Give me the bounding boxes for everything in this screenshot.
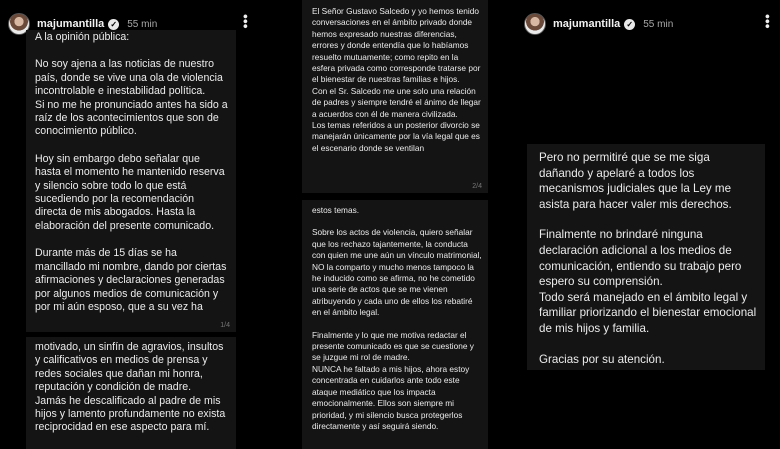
statement-paragraph: Si no me he pronunciado antes ha sido a raíz de los acontecimientos que son de conocimiento público. [35,98,228,138]
statement-paragraph: estos temas. [312,205,360,215]
statement-paragraph: Los temas referidos a un posterior divorcio se manejarán únicamente por la vía legal que es el escenario donde se ventilan [312,120,480,153]
paragraph-spacer [539,212,757,227]
statement-paragraph: Finalmente y lo que me motiva redactar el presente comunicado es que se cuestione y se juzgue mi rol de madre. [312,329,474,363]
verified-badge-icon: ✓ [108,19,119,30]
paragraph-spacer [312,319,482,330]
paragraph-spacer [539,337,757,352]
statement-paragraph: A la opinión pública: [35,31,130,43]
statement-card-5 [527,144,765,370]
statement-card-4 [302,200,488,449]
statement-paragraph: motivado, un sinfín de agravios, insultos y calificativos en medios de prensa y redes sociales que dañan mi honra, reputación y condición de madre. [35,341,224,394]
paragraph-spacer [312,216,482,227]
page-indicator: 2/4 [472,183,482,190]
statement-paragraph: Finalmente no brindaré ninguna declaración adicional a los medios de comunicación, entiendo su trabajo pero espero su comprensión. [539,228,742,289]
statement-paragraph: Jamás he descalificado al padre de mis hijos y lamento profundamente no exista reciprocidad en ese aspecto para mí. [35,394,226,434]
story-header [524,12,776,36]
statement-paragraph: NUNCA he faltado a mis hijos, ahora estoy concentrada en cuidarlos ante todo este ataque mediático que los impacta emocionalmente. Ellos son siempre mi prioridad, y mi silencio busca protegerlos directamente y así seguirá siendo. [312,363,470,431]
page-indicator: 1/4 [220,322,230,329]
more-options-icon[interactable]: ••• [238,14,254,29]
paragraph-spacer [35,139,228,153]
verified-badge-icon: ✓ [624,19,635,30]
username[interactable]: majumantilla [553,18,621,30]
paragraph-spacer [35,233,228,247]
statement-paragraph: Sobre los actos de violencia, quiero señalar que los rechazo tajantemente, la conducta con quien me une aún un vínculo matrimonial, NO la comparto y mucho menos tampoco la he inducido como se afirma, no he cometido una serie de actos que se me vienen atribuyendo y cada uno de ellos los rebatiré en el ámbito legal. [312,227,482,318]
statement-paragraph: Hoy sin embargo debo señalar que hasta el momento he mantenido reserva y silencio sobre todo lo que está sucediendo por la recomendación directa de mis abogados. Hasta la elaboración del presente comunicado. [35,152,225,232]
statement-paragraph: Gracias por su atención. [539,352,665,366]
statement-card-2 [26,337,236,449]
post-time: 55 min [643,18,674,30]
username[interactable]: majumantilla [37,18,105,30]
statement-paragraph: Pero no permitiré que se me siga dañando y apelaré a todos los mecanismos judiciales que la Ley me asista para hacer valer mis derechos. [539,151,732,211]
statement-paragraph: Con el Sr. Salcedo me une solo una relación de padres y siempre tendré el ánimo de llegar a acuerdos con él de manera civilizada. [312,85,481,119]
statement-paragraph: Durante más de 15 días se ha mancillado mi nombre, dando por ciertas afirmaciones y declaraciones generadas por algunos medios de comunicación y por mi aún esposo, que a su vez ha [35,247,227,313]
more-options-icon[interactable]: ••• [760,14,776,29]
statement-paragraph: No soy ajena a las noticias de nuestro país, donde se vive una ola de violencia incontrolable e inestabilidad política. [35,58,223,98]
statement-card-3 [302,0,488,193]
paragraph-spacer [35,44,228,58]
statement-paragraph: El Señor Gustavo Salcedo y yo hemos tenido conversaciones en el ámbito privado donde hemos expresado nuestras diferencias, errores y donde entendía que lo habíamos resuelto mutuamente; como repito en la esfera privada como corresponde tratarse por el bienestar de nuestras familias e hijos. [312,6,481,85]
post-time: 55 min [127,18,158,30]
statement-paragraph: Todo será manejado en el ámbito legal y familiar priorizando el bienestar emocional de mis hijos y familia. [539,290,757,335]
statement-card-1 [26,30,236,332]
avatar[interactable] [524,13,546,35]
